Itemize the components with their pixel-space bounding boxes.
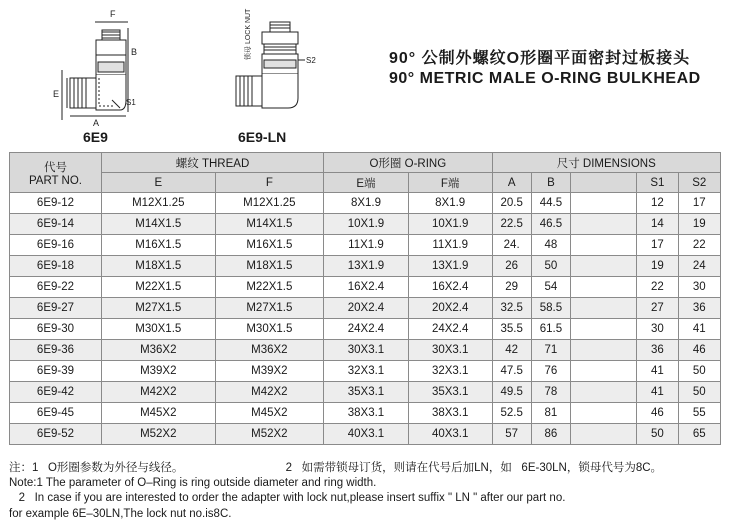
dim-s1-cell: 46 [637, 403, 678, 424]
dim-a-cell: 32.5 [492, 298, 531, 319]
part-no-cell: 6E9-22 [10, 277, 102, 298]
dim-s1-cell: 14 [637, 214, 678, 235]
dim-s2-cell: 17 [678, 193, 720, 214]
dim-s2-cell: 50 [678, 382, 720, 403]
oring-e-end-cell: 38X3.1 [324, 403, 409, 424]
oring-e-end-cell: 16X2.4 [324, 277, 409, 298]
dim-s2-cell: 46 [678, 340, 720, 361]
thread-e-cell: M36X2 [101, 340, 215, 361]
col-e-end-header: E端 [324, 173, 409, 193]
table-row [10, 340, 721, 361]
dim-blank-cell [571, 361, 637, 382]
dim-a-cell: 52.5 [492, 403, 531, 424]
table-row [10, 193, 721, 214]
oring-f-end-cell: 24X2.4 [408, 319, 492, 340]
thread-e-cell: M14X1.5 [101, 214, 215, 235]
note-line-4: for example 6E–30LN,The lock nut no.is8C. [9, 507, 232, 520]
dim-s2-cell: 30 [678, 277, 720, 298]
dim-b-cell: 58.5 [531, 298, 570, 319]
dim-a-cell: 29 [492, 277, 531, 298]
oring-e-end-cell: 35X3.1 [324, 382, 409, 403]
oring-e-end-cell: 30X3.1 [324, 340, 409, 361]
note-line-1: 注：1 O形圈参数为外径与线径。 2 如需带锁母订货，则请在代号后加LN，如 6E-30LN，锁母代号为8C。 [9, 462, 663, 474]
dim-a-cell: 49.5 [492, 382, 531, 403]
dimensions-header: 尺寸 DIMENSIONS [492, 153, 720, 173]
dim-a-cell: 22.5 [492, 214, 531, 235]
oring-f-end-cell: 11X1.9 [408, 235, 492, 256]
thread-f-cell: M36X2 [215, 340, 324, 361]
dim-blank-cell [571, 403, 637, 424]
dim-s2-cell: 36 [678, 298, 720, 319]
dim-s1-label: S1 [126, 98, 136, 107]
dim-s1-cell: 12 [637, 193, 678, 214]
col-a-header: A [492, 173, 531, 193]
oring-f-end-cell: 16X2.4 [408, 277, 492, 298]
part-no-header-cn: 代号 [43, 161, 67, 174]
dim-s1-cell: 41 [637, 382, 678, 403]
dim-b-cell: 76 [531, 361, 570, 382]
header-row-2 [10, 173, 721, 193]
part-no-cell: 6E9-16 [10, 235, 102, 256]
thread-f-cell: M12X1.25 [215, 193, 324, 214]
col-e-header: E [101, 173, 215, 193]
part-no-cell: 6E9-52 [10, 424, 102, 445]
part-no-cell: 6E9-45 [10, 403, 102, 424]
col-s1-header: S1 [637, 173, 678, 193]
col-f-end-header: F端 [408, 173, 492, 193]
dim-b-cell: 71 [531, 340, 570, 361]
thread-e-cell: M45X2 [101, 403, 215, 424]
dim-s2-cell: 41 [678, 319, 720, 340]
thread-e-cell: M39X2 [101, 361, 215, 382]
dim-blank-cell [571, 214, 637, 235]
dim-a-cell: 42 [492, 340, 531, 361]
oring-f-end-cell: 38X3.1 [408, 403, 492, 424]
dim-s1-cell: 30 [637, 319, 678, 340]
dim-s1-cell: 36 [637, 340, 678, 361]
col-f-header: F [215, 173, 324, 193]
fitting-drawings [0, 0, 380, 150]
part-no-cell: 6E9-39 [10, 361, 102, 382]
part-no-header [10, 153, 102, 193]
thread-e-cell: M18X1.5 [101, 256, 215, 277]
dim-blank-cell [571, 277, 637, 298]
dim-s1-cell: 41 [637, 361, 678, 382]
oring-e-end-cell: 8X1.9 [324, 193, 409, 214]
dim-blank-cell [571, 382, 637, 403]
dim-a-cell: 57 [492, 424, 531, 445]
oring-e-end-cell: 11X1.9 [324, 235, 409, 256]
thread-header: 螺纹 THREAD [101, 153, 323, 173]
thread-f-cell: M30X1.5 [215, 319, 324, 340]
oring-e-end-cell: 10X1.9 [324, 214, 409, 235]
dim-b-cell: 44.5 [531, 193, 570, 214]
dim-s1-cell: 19 [637, 256, 678, 277]
thread-f-cell: M18X1.5 [215, 256, 324, 277]
dim-b-cell: 54 [531, 277, 570, 298]
oring-f-end-cell: 13X1.9 [408, 256, 492, 277]
table-row [10, 424, 721, 445]
spec-table-body [10, 193, 721, 445]
part-no-header-en: PART NO. [28, 174, 82, 187]
thread-f-cell: M39X2 [215, 361, 324, 382]
dim-s2-cell: 65 [678, 424, 720, 445]
dim-s2-label: S2 [306, 56, 316, 65]
dim-a-label: A [93, 118, 100, 128]
col-s2-header: S2 [678, 173, 720, 193]
thread-f-cell: M27X1.5 [215, 298, 324, 319]
oring-f-end-cell: 20X2.4 [408, 298, 492, 319]
part-no-cell: 6E9-27 [10, 298, 102, 319]
table-row [10, 361, 721, 382]
dim-s1-cell: 22 [637, 277, 678, 298]
dim-blank-cell [571, 298, 637, 319]
table-row [10, 382, 721, 403]
part-no-cell: 6E9-42 [10, 382, 102, 403]
oring-f-end-cell: 40X3.1 [408, 424, 492, 445]
oring-e-end-cell: 24X2.4 [324, 319, 409, 340]
dim-b-cell: 86 [531, 424, 570, 445]
dim-b-cell: 46.5 [531, 214, 570, 235]
part-label-6e9: 6E9 [83, 129, 108, 145]
dim-s1-cell: 50 [637, 424, 678, 445]
dim-e-label: E [53, 89, 60, 99]
header-row-1 [10, 153, 721, 173]
dim-s2-cell: 24 [678, 256, 720, 277]
dim-blank-cell [571, 424, 637, 445]
dim-a-cell: 35.5 [492, 319, 531, 340]
oring-f-end-cell: 8X1.9 [408, 193, 492, 214]
thread-e-cell: M27X1.5 [101, 298, 215, 319]
thread-f-cell: M16X1.5 [215, 235, 324, 256]
dim-a-cell: 24. [492, 235, 531, 256]
title-english: 90° METRIC MALE O-RING BULKHEAD [389, 70, 701, 87]
thread-e-cell: M52X2 [101, 424, 215, 445]
thread-e-cell: M42X2 [101, 382, 215, 403]
spec-table [9, 152, 721, 445]
dim-a-cell: 26 [492, 256, 531, 277]
table-row [10, 403, 721, 424]
col-blank-header [571, 173, 637, 193]
dim-blank-cell [571, 193, 637, 214]
dim-a-cell: 20.5 [492, 193, 531, 214]
dim-s2-cell: 55 [678, 403, 720, 424]
thread-e-cell: M22X1.5 [101, 277, 215, 298]
dim-f-label: F [110, 9, 116, 19]
note-line-3: 2 In case if you are interested to order the adapter with lock nut,please insert suffix " LN " after our part no. [9, 492, 566, 505]
thread-f-cell: M14X1.5 [215, 214, 324, 235]
dim-s1-cell: 17 [637, 235, 678, 256]
oring-header: O形圈 O-RING [324, 153, 492, 173]
part-no-cell: 6E9-14 [10, 214, 102, 235]
oring-e-end-cell: 13X1.9 [324, 256, 409, 277]
part-label-6e9-ln: 6E9-LN [238, 129, 287, 145]
oring-f-end-cell: 32X3.1 [408, 361, 492, 382]
elbow-6e9-drawing [62, 22, 128, 120]
oring-e-end-cell: 40X3.1 [324, 424, 409, 445]
dim-s1-cell: 27 [637, 298, 678, 319]
dim-blank-cell [571, 235, 637, 256]
dim-blank-cell [571, 256, 637, 277]
table-row [10, 235, 721, 256]
thread-f-cell: M22X1.5 [215, 277, 324, 298]
oring-f-end-cell: 35X3.1 [408, 382, 492, 403]
oring-f-end-cell: 10X1.9 [408, 214, 492, 235]
dim-b-cell: 78 [531, 382, 570, 403]
table-row [10, 319, 721, 340]
dim-b-cell: 61.5 [531, 319, 570, 340]
thread-e-cell: M12X1.25 [101, 193, 215, 214]
lock-nut-label: 锁母 LOCK NUT [245, 8, 252, 60]
table-row [10, 277, 721, 298]
part-no-cell: 6E9-36 [10, 340, 102, 361]
thread-e-cell: M30X1.5 [101, 319, 215, 340]
notes [9, 461, 721, 522]
oring-e-end-cell: 32X3.1 [324, 361, 409, 382]
dim-blank-cell [571, 340, 637, 361]
col-b-header: B [531, 173, 570, 193]
title-chinese: 90° 公制外螺纹O形圈平面密封过板接头 [389, 50, 691, 67]
table-row [10, 256, 721, 277]
dim-a-cell: 47.5 [492, 361, 531, 382]
oring-f-end-cell: 30X3.1 [408, 340, 492, 361]
dim-s2-cell: 50 [678, 361, 720, 382]
oring-e-end-cell: 20X2.4 [324, 298, 409, 319]
dim-blank-cell [571, 319, 637, 340]
table-row [10, 298, 721, 319]
dim-b-label: B [131, 47, 138, 57]
dim-s2-cell: 19 [678, 214, 720, 235]
part-no-cell: 6E9-18 [10, 256, 102, 277]
thread-f-cell: M42X2 [215, 382, 324, 403]
thread-f-cell: M45X2 [215, 403, 324, 424]
dim-b-cell: 81 [531, 403, 570, 424]
part-no-cell: 6E9-30 [10, 319, 102, 340]
dim-b-cell: 48 [531, 235, 570, 256]
table-row [10, 214, 721, 235]
thread-e-cell: M16X1.5 [101, 235, 215, 256]
note-line-2: Note:1 The parameter of O–Ring is ring outside diameter and ring width. [9, 477, 377, 490]
part-no-cell: 6E9-12 [10, 193, 102, 214]
thread-f-cell: M52X2 [215, 424, 324, 445]
dim-s2-cell: 22 [678, 235, 720, 256]
dim-b-cell: 50 [531, 256, 570, 277]
